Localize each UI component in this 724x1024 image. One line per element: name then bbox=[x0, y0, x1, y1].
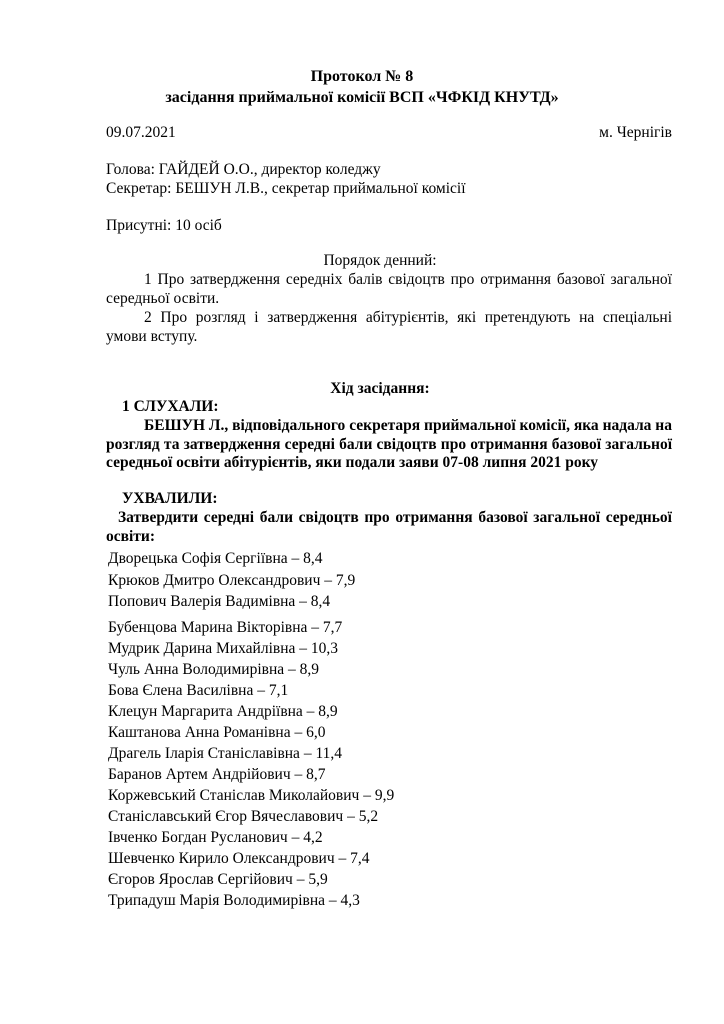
list-item: Попович Валерія Вадимівна – 8,4 bbox=[108, 593, 331, 610]
agenda-item-2: 2 Про розгляд і затвердження абітурієнтів, які претендують на спеціальні умови вступу. bbox=[106, 309, 672, 345]
heard-label: 1 СЛУХАЛИ: bbox=[122, 398, 219, 415]
list-item: Мудрик Дарина Михайлівна – 10,3 bbox=[108, 640, 339, 657]
list-item: Бова Єлена Василівна – 7,1 bbox=[108, 682, 289, 699]
list-item: Івченко Богдан Русланович – 4,2 bbox=[108, 829, 323, 846]
heard-text: БЕШУН Л., відповідального секретаря приймальної комісії, яка надала на розгляд та затвердження середні бали свідоцтв про отримання базової загальної середньої освіти абітурієнтів, яки подали заяви 07-08 липня 2021 року bbox=[106, 417, 672, 472]
document-city: м. Чернігів bbox=[599, 124, 672, 141]
list-item: Бубенцова Марина Вікторівна – 7,7 bbox=[108, 619, 343, 636]
agenda-heading: Порядок денний: bbox=[323, 252, 437, 269]
list-item: Баранов Артем Андрійович – 8,7 bbox=[108, 766, 326, 783]
present-line: Присутні: 10 осіб bbox=[106, 217, 222, 234]
list-item: Коржевський Станіслав Миколайович – 9,9 bbox=[108, 787, 395, 804]
proceedings-heading: Хід засідання: bbox=[330, 380, 430, 397]
list-item: Єгоров Ярослав Сергійович – 5,9 bbox=[108, 871, 328, 888]
list-item: Клецун Маргарита Андріївна – 8,9 bbox=[108, 703, 338, 720]
resolved-label: УХВАЛИЛИ: bbox=[122, 490, 218, 507]
list-item: Каштанова Анна Романівна – 6,0 bbox=[108, 724, 326, 741]
list-item: Дворецька Софія Сергіївна – 8,4 bbox=[108, 550, 323, 567]
list-item: Станіславський Єгор Вячеславович – 5,2 bbox=[108, 808, 379, 825]
list-item: Трипадуш Марія Володимирівна – 4,3 bbox=[108, 892, 360, 909]
document-date: 09.07.2021 bbox=[106, 124, 176, 141]
list-item: Крюков Дмитро Олександрович – 7,9 bbox=[108, 572, 356, 589]
agenda-item-1: 1 Про затвердження середніх балів свідоцтв про отримання базової загальної середньої освіти. bbox=[106, 271, 672, 307]
list-item: Чуль Анна Володимирівна – 8,9 bbox=[108, 661, 319, 678]
list-item: Шевченко Кирило Олександрович – 7,4 bbox=[108, 850, 370, 867]
protocol-title: Протокол № 8 bbox=[310, 68, 414, 85]
list-item: Драгель Іларія Станіславівна – 11,4 bbox=[108, 745, 342, 762]
resolved-text: Затвердити середні бали свідоцтв про отримання базової загальної середньої освіти: bbox=[106, 509, 672, 545]
chair-line: Голова: ГАЙДЕЙ О.О., директор коледжу bbox=[106, 161, 381, 178]
protocol-subtitle: засідання приймальної комісії ВСП «ЧФКІД КНУТД» bbox=[165, 89, 559, 106]
secretary-line: Секретар: БЕШУН Л.В., секретар приймальної комісії bbox=[106, 180, 466, 197]
